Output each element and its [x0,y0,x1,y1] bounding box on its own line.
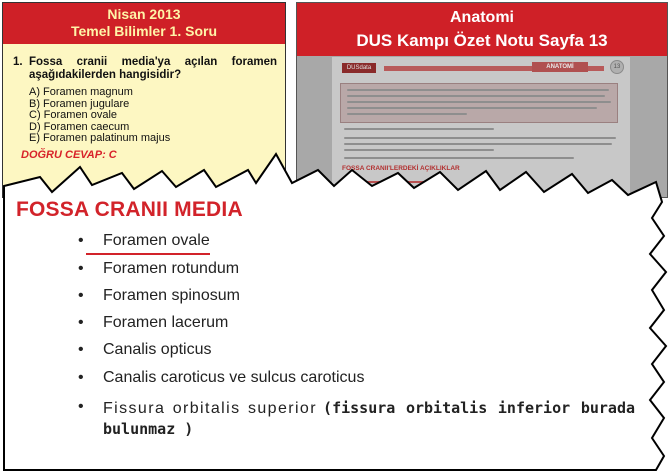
text-line [347,113,467,115]
question-number: 1. [13,56,23,68]
question-header [3,3,285,44]
option-c: C) Foramen ovale [29,109,118,122]
option-d: D) Foramen caecum [29,120,130,133]
bullet-icon: • [78,314,84,331]
list-item-text: Canalis caroticus ve sulcus caroticus [103,369,365,386]
bullet-icon: • [78,369,84,386]
text-line [347,95,605,97]
text-line [344,137,616,139]
document-title: Anatomi [450,9,514,26]
document-logo: DUSdata [342,63,376,73]
document-section-tag: ANATOMİ [532,62,588,72]
text-line [344,128,494,130]
list-item-text: Foramen ovale [103,232,210,249]
list-item-note: (fissura orbitalis inferior burada bulunmaz ) [103,399,635,438]
list-item-text: Foramen rotundum [103,260,240,277]
option-e: E) Foramen palatinum majus [29,132,171,145]
document-page-number: 13 [610,60,624,74]
option-a: A) Foramen magnum [29,86,133,98]
text-line [347,107,597,109]
question-text [13,56,277,82]
highlight-underline [86,253,210,255]
text-line [344,143,612,145]
question-body: Fossa cranii media'ya açılan foramen aşağıdakilerden hangisidir? [29,56,277,81]
question-header-subject: Temel Bilimler 1. Soru [70,23,217,39]
bullet-icon: • [78,287,84,304]
list-item-text: Foramen lacerum [103,314,229,331]
question-header-date: Nisan 2013 [107,6,181,22]
document-title-bar [297,3,667,56]
document-subtitle: DUS Kampı Özet Notu Sayfa 13 [356,31,608,50]
bullet-icon: • [78,398,84,415]
list-item-text: Fissura orbitalis superior [103,400,317,417]
list-item-last [103,398,635,440]
bullet-icon: • [78,260,84,277]
answer-options [29,87,170,145]
bullet-icon: • [78,232,84,249]
text-line [347,89,609,91]
document-heading: FOSSA CRANII'LERDEKİ AÇIKLIKLAR [342,165,460,172]
list-item-text: Canalis opticus [103,341,212,358]
bullet-icon: • [78,341,84,358]
option-b: B) Foramen jugulare [29,97,130,110]
list-item-text: Foramen spinosum [103,287,240,304]
document-highlight-box [340,83,618,123]
correct-answer: DOĞRU CEVAP: C [21,149,117,161]
text-line [347,101,611,103]
main-title: FOSSA CRANII MEDIA [16,198,243,221]
